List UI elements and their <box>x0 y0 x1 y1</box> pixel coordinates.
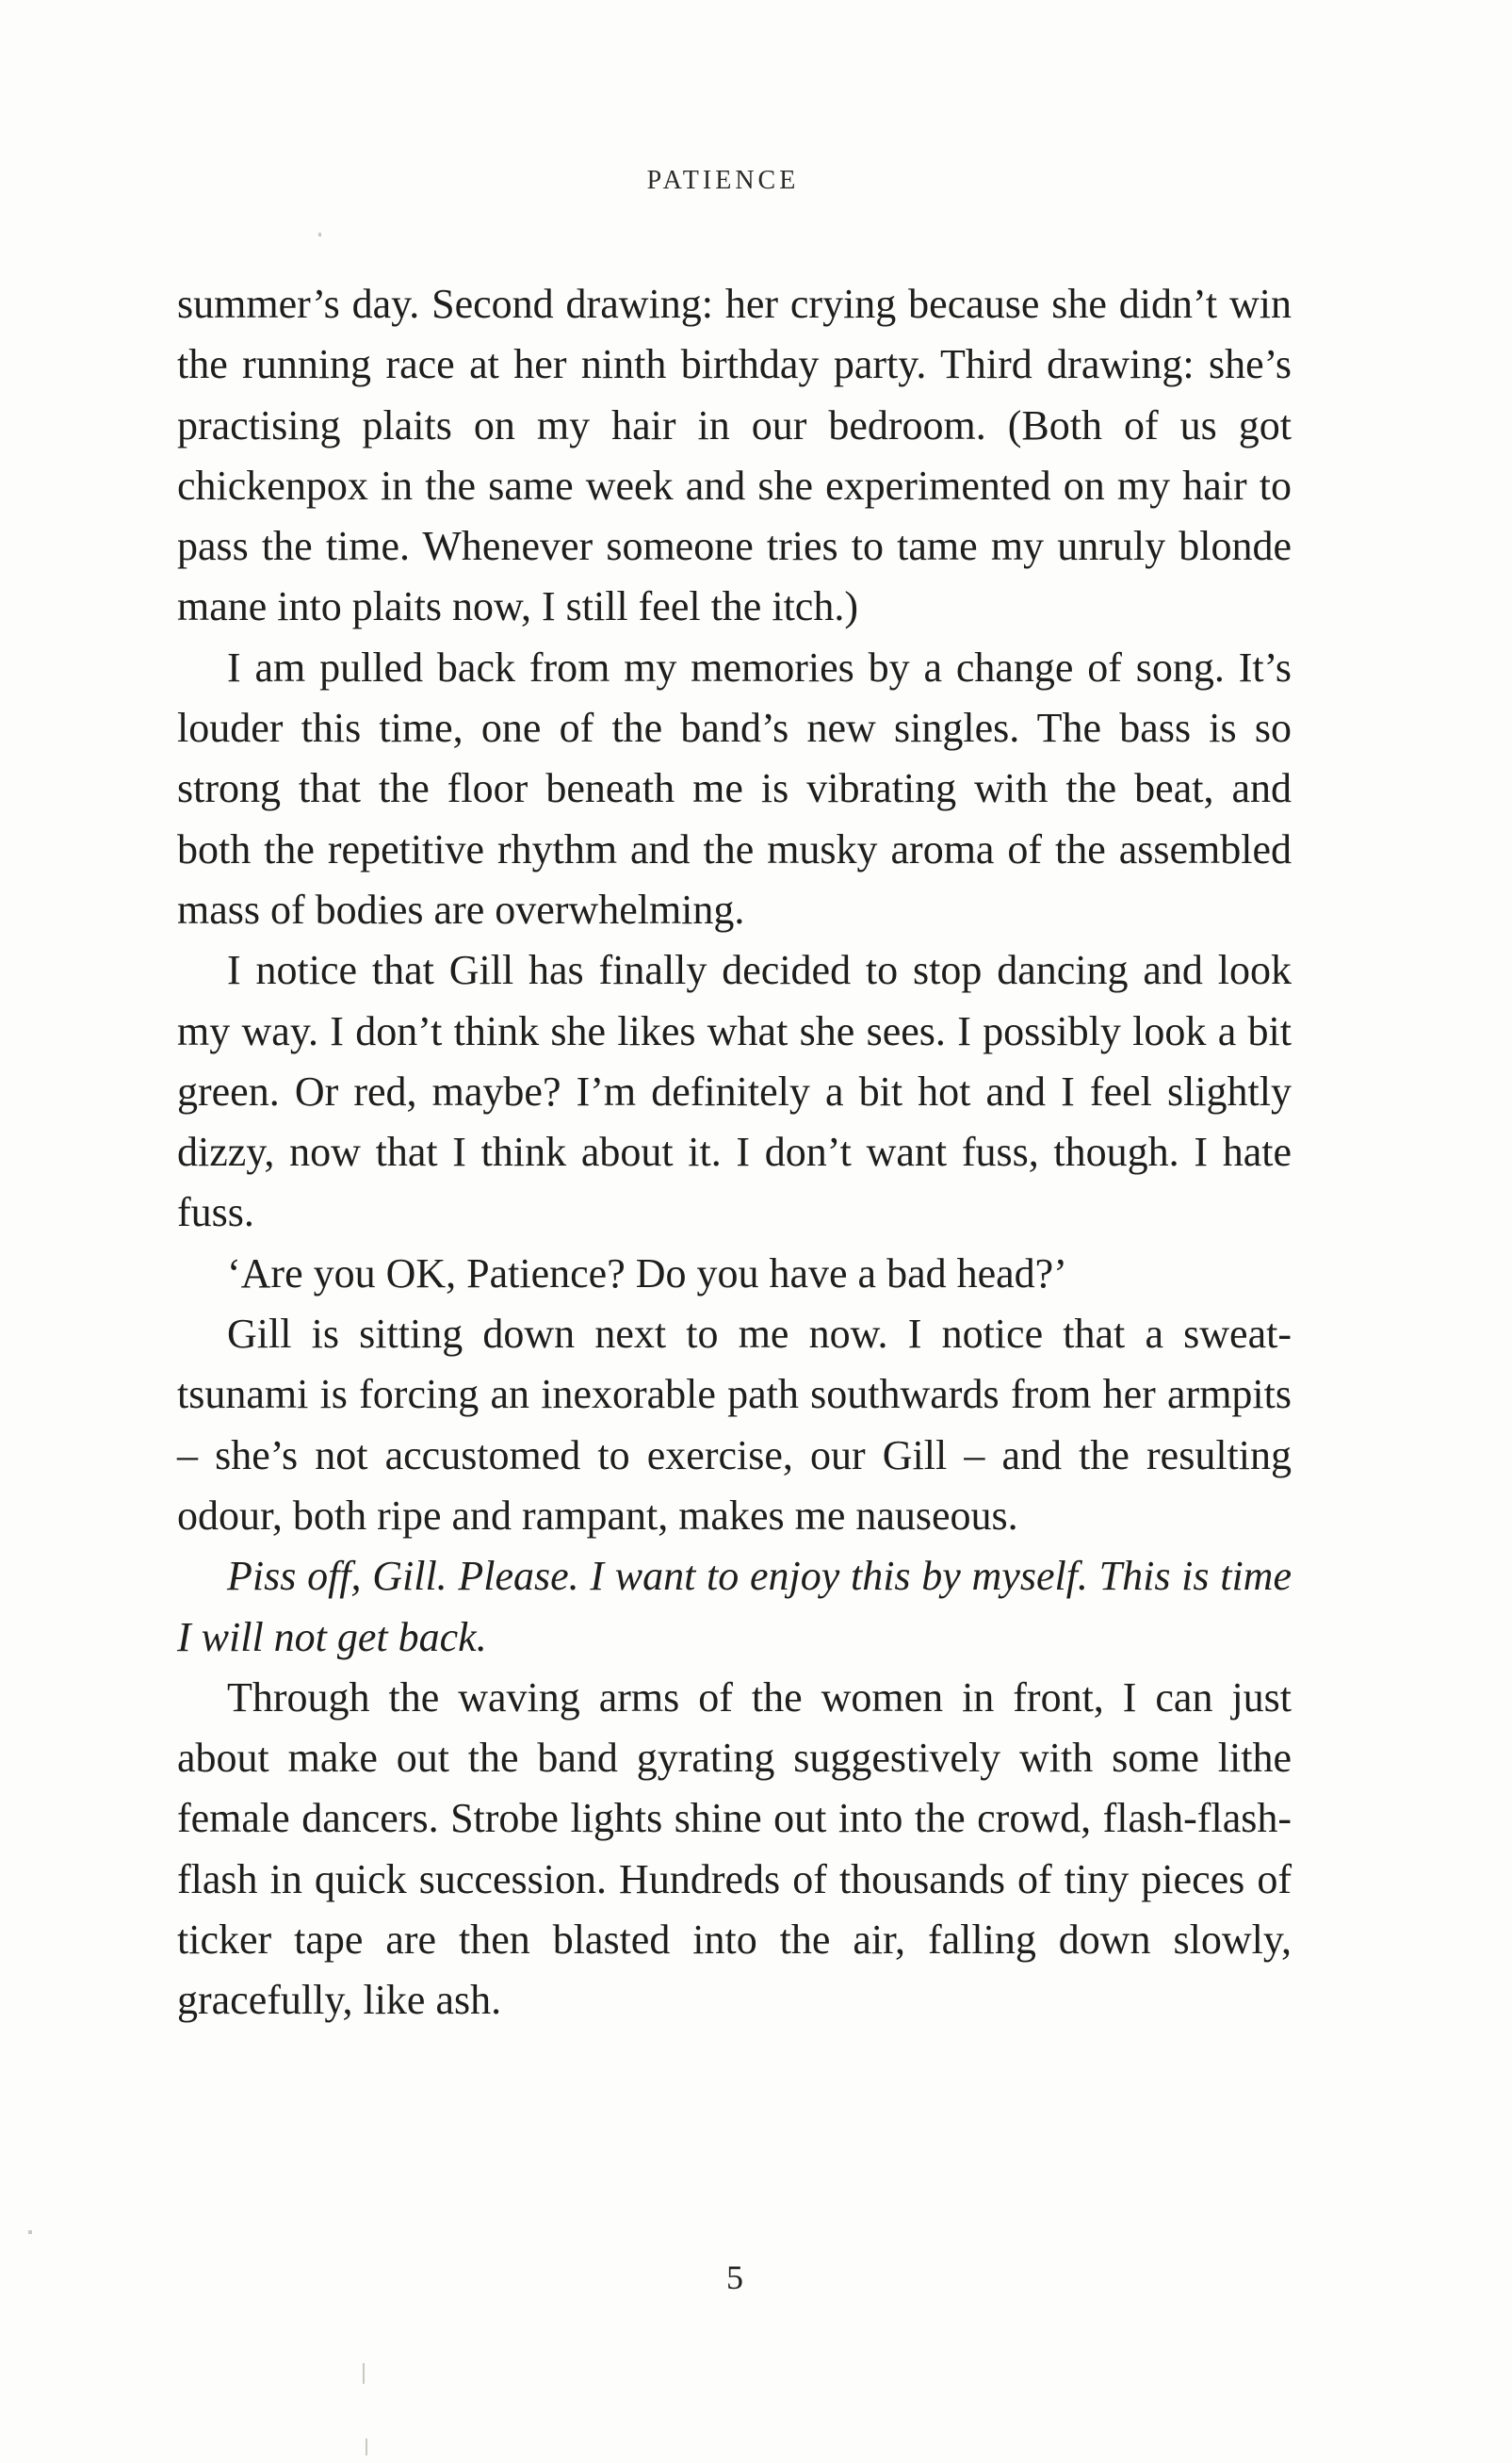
running-head: PATIENCE <box>646 166 800 195</box>
paragraph: Gill is sitting down next to me now. I notice that a sweat-tsunami is forcing an inexorable path southwards from her armpits – she’s not accustomed to exercise, our Gill – and the resulting odour, both ripe and rampant, makes me nauseous. <box>177 1311 1292 1539</box>
paper-speck <box>363 2363 365 2384</box>
page-number: 5 <box>726 2259 743 2296</box>
paragraph: I notice that Gill has finally decided to stop dancing and look my way. I don’t think she likes what she sees. I possibly look a bit green. Or red, maybe? I’m definitely a bit hot and I feel slightly dizzy, now that I think about it. I don’t want fuss, though. I hate fuss. <box>177 947 1292 1236</box>
dialogue-line: ‘Are you OK, Patience? Do you have a bad head?’ <box>227 1249 1067 1297</box>
paper-speck <box>28 2230 32 2234</box>
inner-thought-paragraph: Piss off, Gill. Please. I want to enjoy this by myself. This is time I will not get back. <box>177 1553 1292 1660</box>
body-text <box>177 274 1292 2031</box>
paper-speck <box>318 233 321 237</box>
paper-speck <box>366 2439 367 2455</box>
paragraph-continued: summer’s day. Second drawing: her crying because she didn’t win the running race at her ninth birthday party. Third drawing: she’s practising plaits on my hair in our bedroom. (Both of us got chickenpox in the same week and she experimented on my hair to pass the time. Whenever someone tries to tame my unruly blonde mane into plaits now, I still feel the itch.) <box>177 281 1292 630</box>
paragraph: Through the waving arms of the women in front, I can just about make out the band gyrating suggestively with some lithe female dancers. Strobe lights shine out into the crowd, flash-flash-flash in quick succession. Hundreds of thousands of tiny pieces of ticker tape are then blasted into the air, falling down slowly, gracefully, like ash. <box>177 1673 1292 2024</box>
paragraph: I am pulled back from my memories by a change of song. It’s louder this time, one of the band’s new singles. The bass is so strong that the floor beneath me is vibrating with the beat, and both the repetitive rhythm and the musky aroma of the assembled mass of bodies are overwhelming. <box>177 644 1292 933</box>
